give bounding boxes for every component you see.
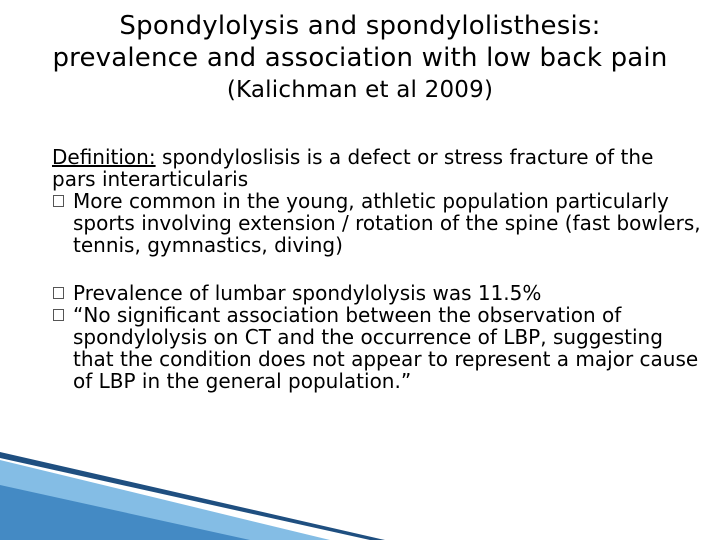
definition-paragraph	[52, 146, 702, 190]
citation: (Kalichman et al 2009)	[226, 77, 494, 103]
definition-text: spondyloslisis is a defect or stress fracture of the pars interarticularis	[52, 145, 654, 191]
bullet-item	[52, 304, 702, 392]
bullet-text: “No significant association between the observation of spondylolysis on CT and the occurrence of LBP, suggesting that the condition does not appear to represent a major cause of LBP in the general population.”	[73, 303, 699, 393]
bullet-text: Prevalence of lumbar spondylolysis was 11.5%	[73, 281, 542, 305]
title-line-1: Spondylolysis and spondylolisthesis:	[119, 11, 601, 41]
decorative-swoosh	[0, 440, 720, 540]
title-line-2: prevalence and association with low back pain	[52, 43, 668, 73]
bullet-text: More common in the young, athletic population particularly sports involving extension / rotation of the spine (fast bowlers, tennis, gymnastics, diving)	[73, 189, 701, 257]
spacer	[52, 256, 702, 282]
bullet-item	[52, 190, 702, 256]
bullet-item	[52, 282, 702, 304]
definition-label: Definition:	[52, 145, 156, 169]
square-bullet-icon	[53, 309, 64, 321]
slide-body	[52, 146, 702, 392]
square-bullet-icon	[53, 287, 64, 299]
square-bullet-icon	[53, 195, 64, 207]
slide-title	[0, 10, 720, 106]
